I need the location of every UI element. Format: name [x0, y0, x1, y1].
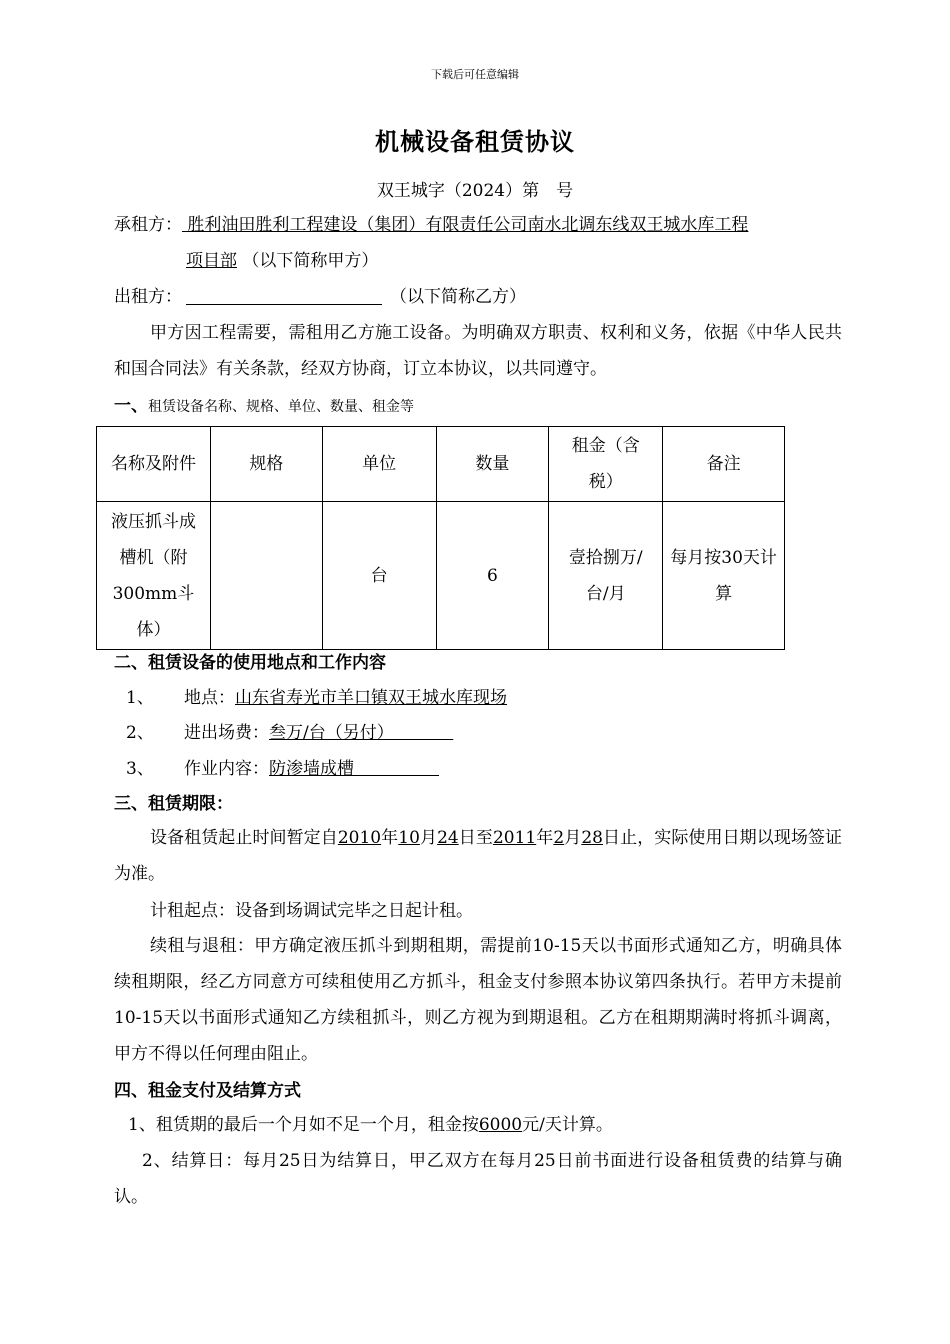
- section4-heading: 四、租金支付及结算方式: [114, 1081, 301, 1101]
- table-row: [97, 502, 785, 650]
- item1-suffix: 元/天计算。: [522, 1115, 613, 1135]
- end-year: 2011: [492, 828, 537, 848]
- daily-rent-amount: 6000: [478, 1115, 523, 1135]
- table-cell-spec: [210, 502, 322, 650]
- table-cell-rent: 壹拾捌万/台/月: [549, 502, 663, 650]
- lessee-label: 承租方：: [114, 215, 182, 235]
- lessee-suffix: （以下简称甲方）: [242, 251, 379, 271]
- table-cell-unit: 台: [322, 502, 436, 650]
- lessee-name-line1: 胜利油田胜利工程建设（集团）有限责任公司南水北调东线双王城水库工程: [182, 215, 749, 235]
- text-month: 月: [564, 828, 582, 848]
- item-value: 山东省寿光市羊口镇双王城水库现场: [235, 688, 507, 708]
- lessee-name-line2: 项目部: [186, 251, 237, 271]
- end-day: 28: [581, 828, 603, 848]
- table-cell-equipment: 液压抓斗成槽机（附300mm斗体）: [97, 502, 211, 650]
- start-year: 2010: [337, 828, 382, 848]
- section1-number: 一、: [114, 396, 148, 416]
- table-cell-quantity: 6: [436, 502, 549, 650]
- section1-text: 租赁设备名称、规格、单位、数量、租金等: [148, 399, 414, 415]
- text-day-to: 日至: [458, 828, 493, 848]
- start-day: 24: [437, 828, 459, 848]
- table-header-cell: 备注: [663, 427, 785, 502]
- section4-item-2: 2、结算日：每月25日为结算日，甲乙双方在每月25日前书面进行设备租赁费的结算与确认。: [114, 1151, 842, 1207]
- table-header-cell: 租金（含税）: [549, 427, 663, 502]
- lessee-line-2: [186, 243, 378, 279]
- period-suffix: 日止，实际使用日期以现场签证为准。: [114, 828, 843, 884]
- intro-paragraph: 甲方因工程需要，需租用乙方施工设备。为明确双方职责、权利和义务，依据《中华人民共和国合同法》有关条款，经双方协商，订立本协议，以共同遵守。: [114, 323, 842, 379]
- item-number: 3、: [126, 759, 154, 779]
- text-year: 年: [536, 828, 554, 848]
- period-prefix: 设备租赁起止时间暂定自: [150, 828, 338, 848]
- period-paragraph: [114, 820, 842, 892]
- lessor-line: [114, 279, 526, 315]
- table-header-cell: 名称及附件: [97, 427, 211, 502]
- table-header-cell: 数量: [436, 427, 549, 502]
- table-header-cell: 单位: [322, 427, 436, 502]
- end-month: 2: [553, 828, 565, 848]
- lessee-line: [114, 207, 748, 243]
- item-label: 地点：: [184, 688, 235, 708]
- item-number: 1、: [126, 688, 154, 708]
- page-title: 机械设备租赁协议: [375, 127, 575, 156]
- table-cell-remark: 每月按30天计算: [663, 502, 785, 650]
- section2-item: [126, 751, 439, 787]
- section1-heading: [114, 394, 414, 419]
- document-number: 双王城字（2024）第 号: [376, 181, 574, 201]
- lessor-label: 出租方：: [114, 287, 182, 307]
- text-year: 年: [381, 828, 399, 848]
- item-value: 防渗墙成槽: [269, 759, 439, 779]
- header-note: 下载后可任意编辑: [431, 68, 519, 81]
- item-label: 作业内容：: [184, 759, 269, 779]
- section3-heading: 三、租赁期限：: [114, 794, 233, 814]
- item-number: 2、: [126, 723, 154, 743]
- item1-prefix: 1、租赁期的最后一个月如不足一个月，租金按: [128, 1115, 479, 1135]
- section2-item: [126, 715, 453, 751]
- rent-start-paragraph: 计租起点：设备到场调试完毕之日起计租。: [150, 901, 473, 921]
- renewal-paragraph: 续租与退租：甲方确定液压抓斗到期租期，需提前10-15天以书面形式通知乙方，明确具体续租期限，经乙方同意方可续租使用乙方抓斗，租金支付参照本协议第四条执行。若甲方未提前10-15天以书面形式通知乙方续租抓斗，则乙方视为到期退租。乙方在租期期满时将抓斗调离，甲方不得以任何理由阻止。: [114, 936, 842, 1064]
- text-month: 月: [419, 828, 438, 848]
- rental-table: [96, 426, 785, 650]
- section2-heading: 二、租赁设备的使用地点和工作内容: [114, 653, 386, 673]
- table-header-row: [97, 427, 785, 502]
- lessor-suffix: （以下简称乙方）: [390, 287, 526, 307]
- lessor-name-blank[interactable]: [186, 284, 382, 305]
- item-label: 进出场费：: [184, 723, 269, 743]
- item-value: 叁万/台（另付）: [269, 723, 454, 743]
- table-header-cell: 规格: [210, 427, 322, 502]
- section2-item: [126, 680, 507, 716]
- section4-item-1: [128, 1107, 613, 1143]
- start-month: 10: [398, 828, 420, 848]
